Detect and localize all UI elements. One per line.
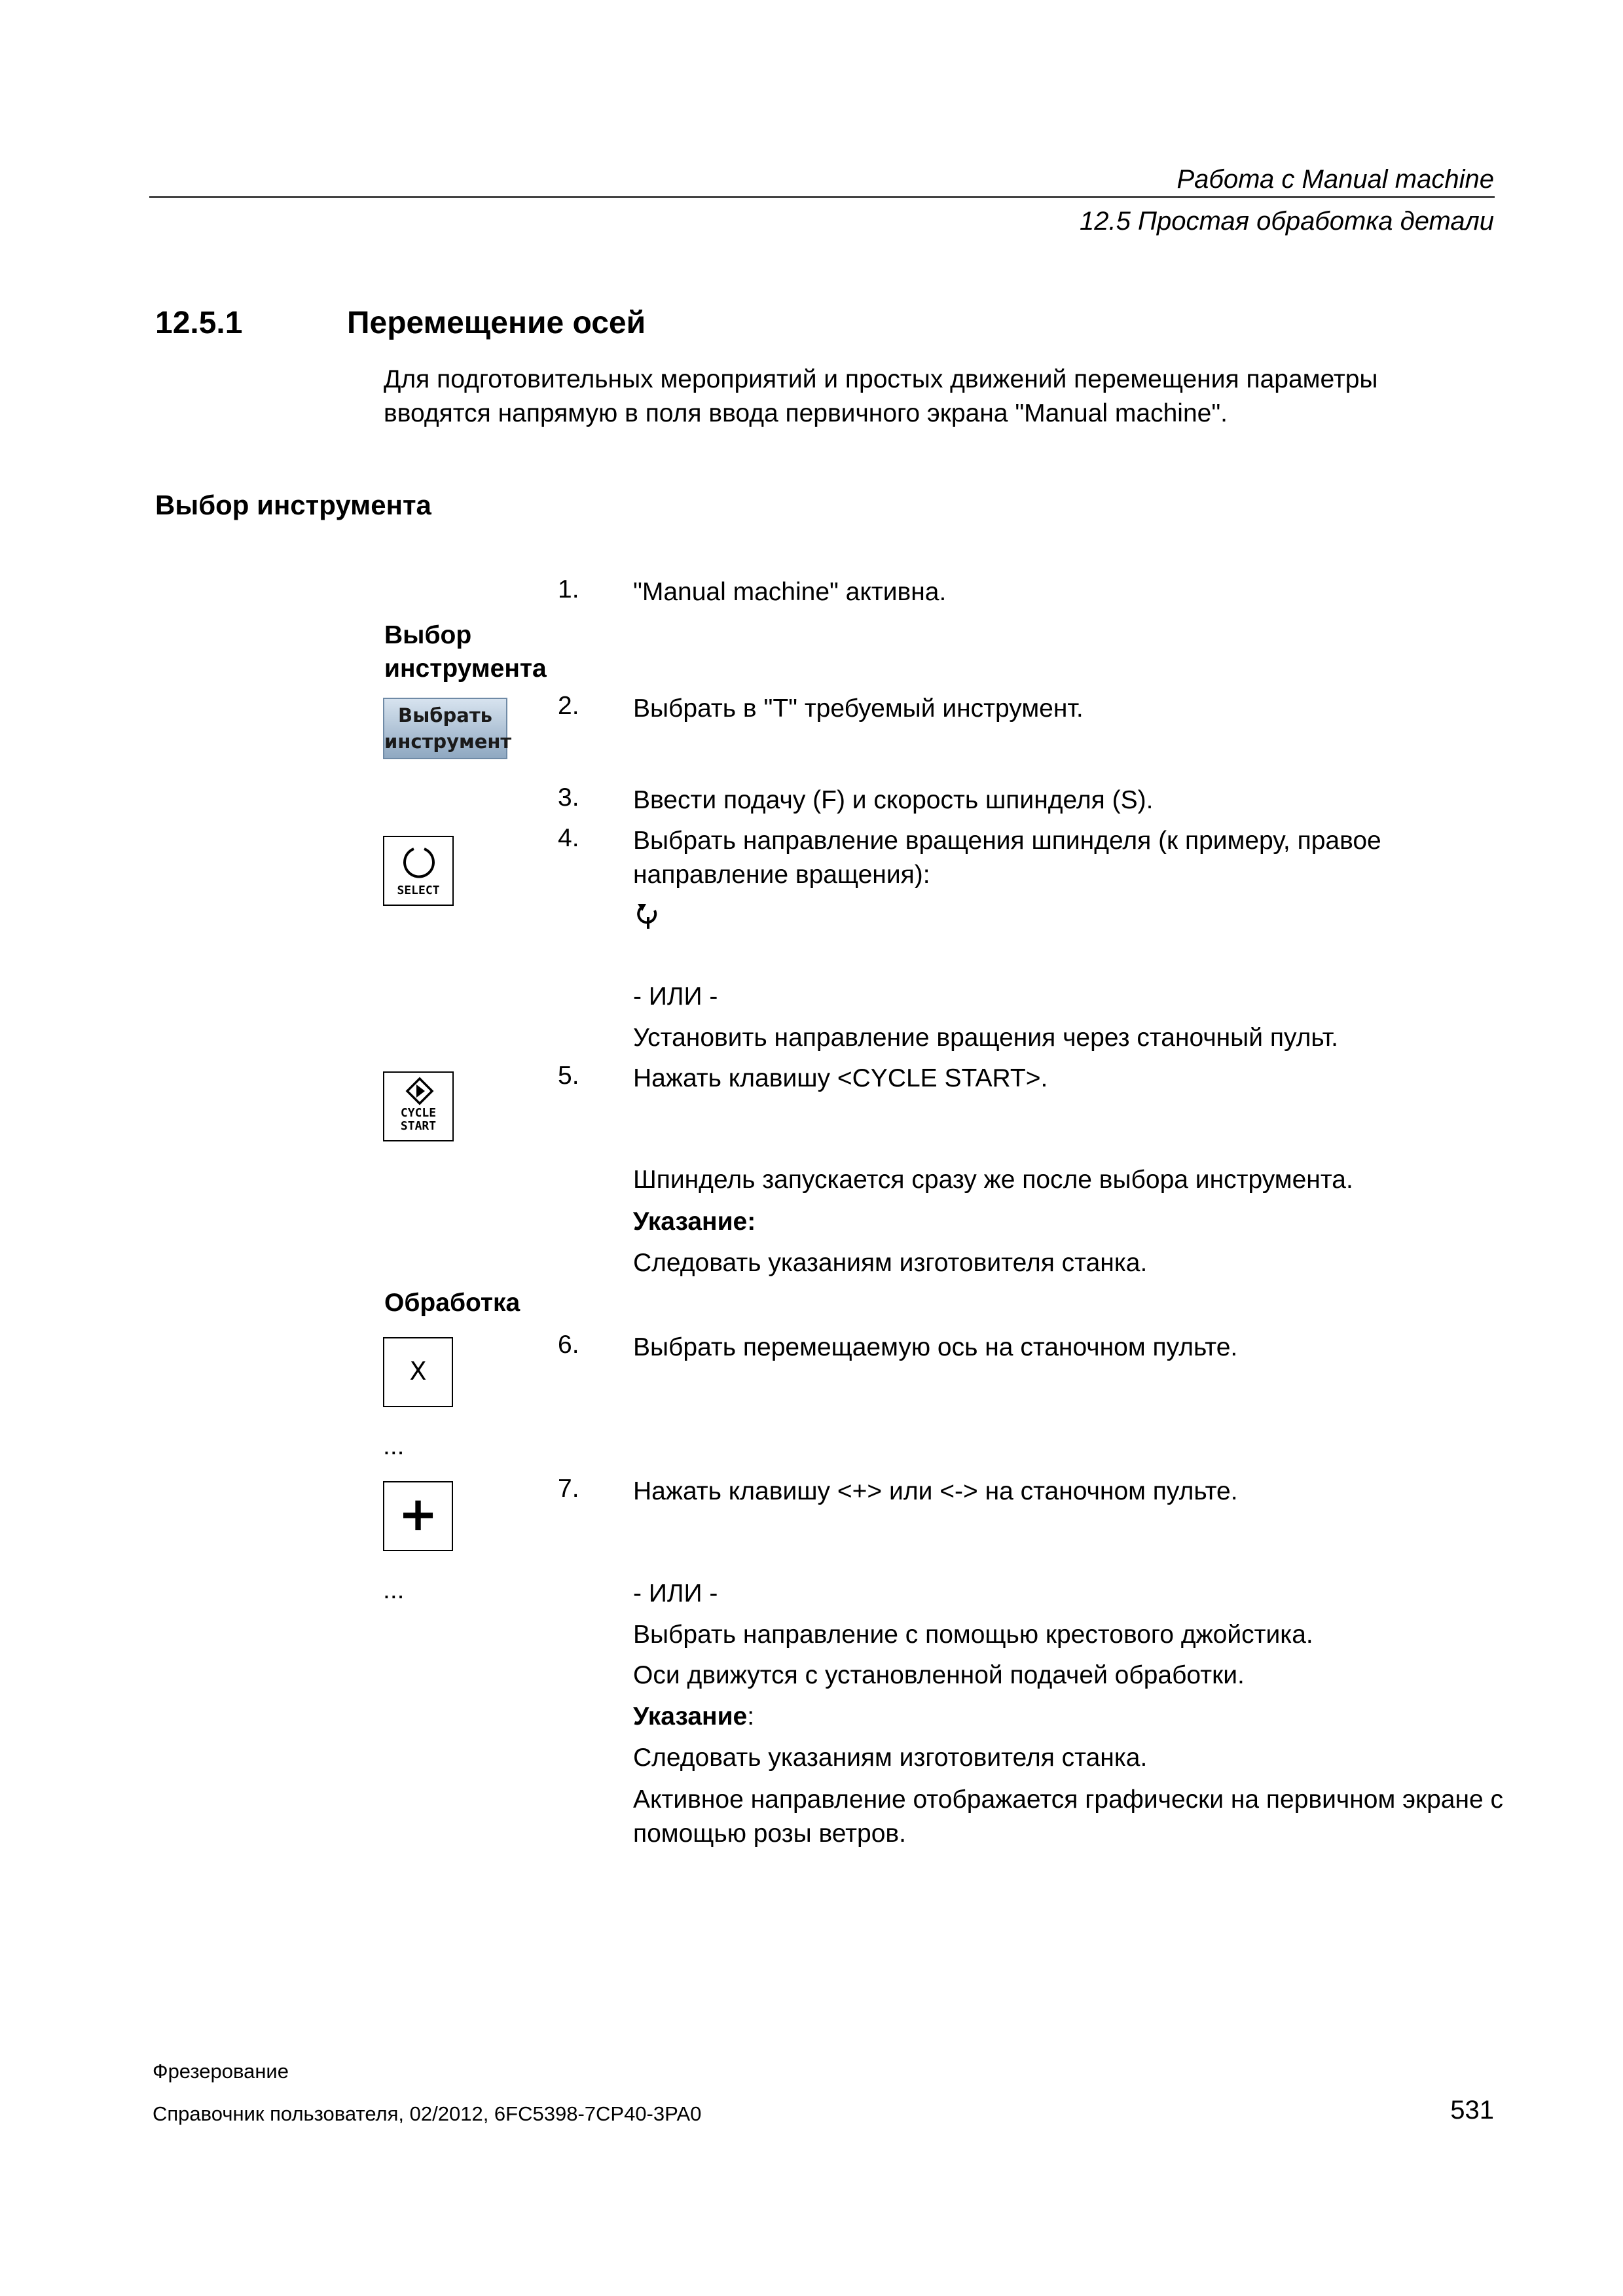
select-key-label: SELECT	[397, 884, 440, 897]
step5-result: Шпиндель запускается сразу же после выбора инструмента.	[633, 1166, 1353, 1194]
step7-result: Оси движутся с установленной подачей обработки.	[633, 1661, 1245, 1689]
step5-note-text: Следовать указаниям изготовителя станка.	[633, 1249, 1148, 1277]
plus-key[interactable]	[383, 1481, 453, 1551]
step7-or: - ИЛИ -	[633, 1579, 718, 1607]
step-text: "Manual machine" активна.	[633, 578, 947, 606]
cycle-start-label-line1: CYCLE	[400, 1106, 437, 1120]
step-text: Выбрать направление вращения шпинделя (к примеру, правое направление вращения):	[633, 827, 1381, 889]
select-key[interactable]	[383, 836, 454, 906]
step4-alternative: Установить направление вращения через станочный пульт.	[633, 1024, 1338, 1052]
section-title: Перемещение осей	[347, 306, 646, 340]
step-text: Нажать клавишу <CYCLE START>.	[633, 1064, 1048, 1092]
step-number: 2.	[558, 692, 579, 720]
step4-or: - ИЛИ -	[633, 982, 718, 1011]
cycle-start-key[interactable]	[383, 1071, 454, 1141]
step-text: Нажать клавишу <+> или <-> на станочном пульте.	[633, 1477, 1238, 1505]
step7-alternative: Выбрать направление с помощью крестового джойстика.	[633, 1621, 1313, 1649]
cycle-start-label-line2: START	[400, 1119, 437, 1133]
step-number: 7.	[558, 1475, 579, 1503]
step-number: 4.	[558, 824, 579, 852]
step7-note-label: Указание	[633, 1702, 748, 1731]
softkey-line2: инструмент	[384, 730, 512, 753]
step-text: Выбрать в "T" требуемый инструмент.	[633, 694, 1084, 723]
step7-note-text: Следовать указаниям изготовителя станка.	[633, 1744, 1148, 1772]
plus-key-label: +	[398, 1486, 438, 1541]
footer-reference: Справочник пользователя, 02/2012, 6FC5398-7CP40-3PA0	[153, 2102, 702, 2125]
side-label-line2: инструмента	[384, 655, 547, 683]
step7-note	[633, 1700, 1504, 1734]
step7-note-colon: :	[747, 1702, 755, 1731]
x-axis-key[interactable]	[383, 1337, 453, 1407]
step-number: 6.	[558, 1331, 579, 1359]
step5-note-label: Указание:	[633, 1208, 756, 1236]
running-header-section: 12.5 Простая обработка детали	[1080, 207, 1494, 236]
step-number: 1.	[558, 575, 579, 603]
ellipsis-2: ...	[383, 1576, 405, 1604]
page-number: 531	[1450, 2096, 1494, 2125]
step7-final: Активное направление отображается графически на первичном экране с помощью розы ветров.	[633, 1785, 1504, 1848]
spindle-rotation-icon	[401, 844, 437, 880]
step-text: Ввести подачу (F) и скорость шпинделя (S).	[633, 786, 1154, 814]
intro-paragraph: Для подготовительных мероприятий и простых движений перемещения параметры вводятся напрямую в поля ввода первичного экрана "Manual machine".	[384, 365, 1378, 427]
side-label-machining: Обработка	[384, 1289, 520, 1317]
select-tool-softkey[interactable]	[383, 698, 512, 759]
step-number: 5.	[558, 1062, 579, 1090]
ellipsis-1: ...	[383, 1432, 405, 1460]
x-axis-key-label: X	[409, 1357, 427, 1386]
footer-book-title: Фрезерование	[153, 2060, 289, 2083]
step-text: Выбрать перемещаемую ось на станочном пульте.	[633, 1333, 1238, 1361]
header-rule	[149, 196, 1495, 198]
subheading: Выбор инструмента	[155, 490, 431, 520]
side-label-tool-selection	[384, 619, 547, 685]
running-header-chapter: Работа с Manual machine	[1176, 165, 1494, 194]
side-label-line1: Выбор	[384, 621, 472, 649]
section-number: 12.5.1	[155, 306, 243, 340]
softkey-line1: Выбрать	[397, 704, 493, 726]
step-number: 3.	[558, 783, 579, 812]
cycle-start-icon	[405, 1077, 434, 1105]
spindle-clockwise-icon	[635, 901, 661, 931]
